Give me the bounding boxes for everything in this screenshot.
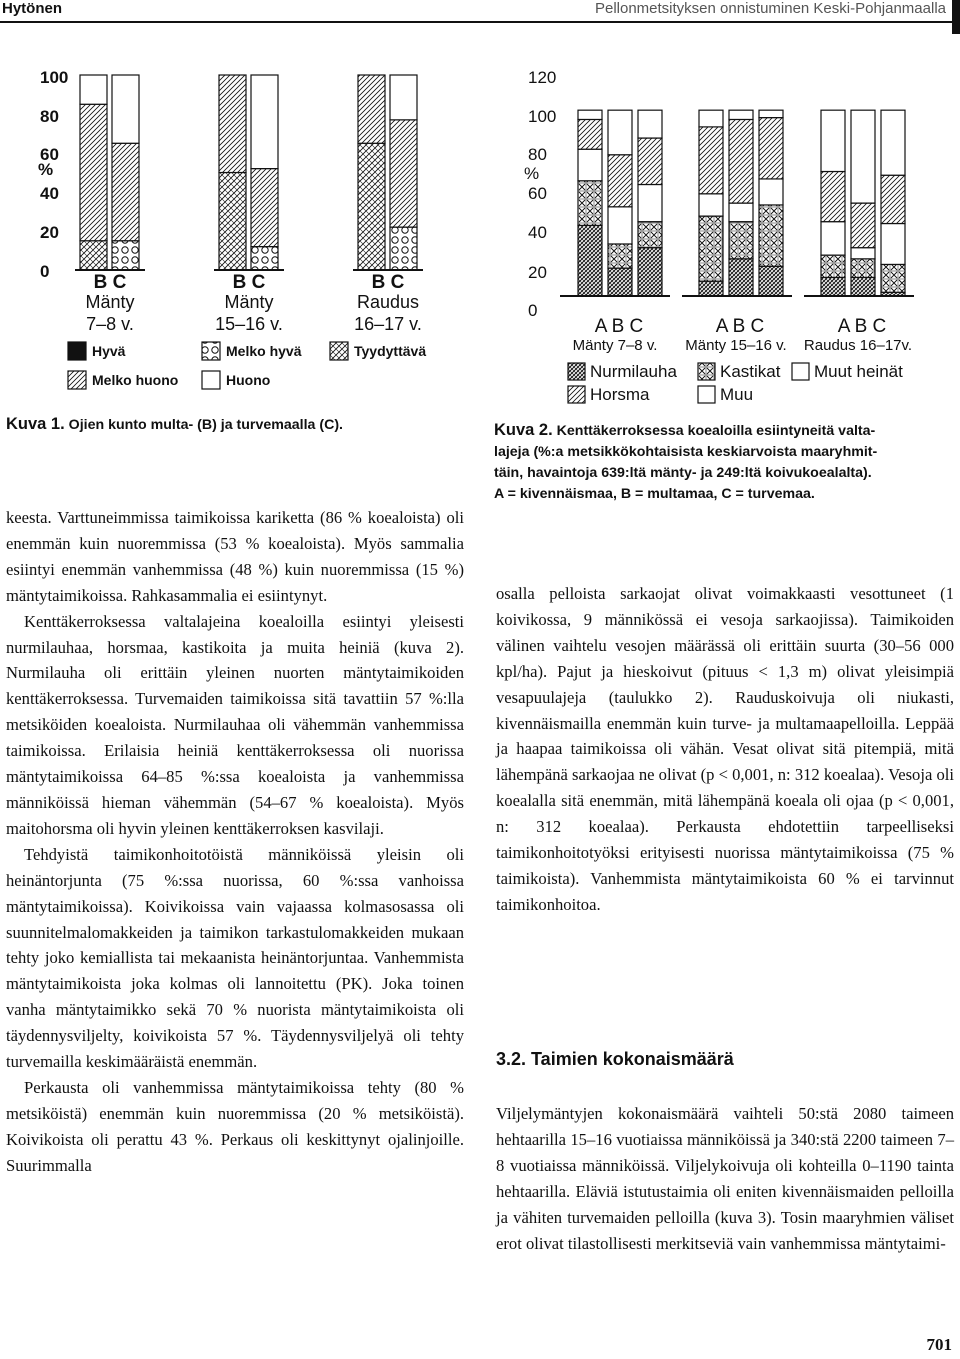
figure-2-caption-line-4: A = kivennäismaa, B = multamaa, C = turvemaa. (494, 486, 815, 502)
bar-segment (759, 118, 783, 179)
paragraph: Perkausta oli vanhemmissa mäntytaimikoissa tehty (80 % metsiköistä) enemmän kuin nuoremmissa (20 % metsiköistä). Koivikoista oli perattu 43 %. Perkaus oli keskittynyt ojalinjoille. Suurimmalla (6, 1077, 464, 1175)
y-tick-label: 20 (528, 263, 547, 282)
paragraph: Kenttäkerroksessa valtalajeina koealoilla esiintyi yleisesti nurmilauhaa, horsmaa, kastikoita ja muita heiniä (kuva 2). Nurmilauha oli erittäin yleinen nuorten mäntytaimikoiden kenttäkerroksessa. Turvemaiden taimikoissa sitä tavattiin 57 %:lla metsiköiden koealoista. Nurmilauhaa oli vähemmän vanhemmissa taimikoissa. Erilaisia heiniä kenttäkerroksessa oli nuorissa mäntytaimikoissa 64–85 %:ssa koealoista ja vanhemmissa männiköissä hieman vähemmän (54–67 % koealoista). Myös maitohorsma oli hyvin yleinen kenttäkerroksen kasvilaji. (6, 611, 464, 838)
bar-segment (729, 119, 753, 203)
bar-segment (358, 143, 385, 270)
bar-segment (881, 110, 905, 175)
legend-swatch (68, 342, 86, 360)
bar-segment (608, 268, 632, 296)
bar-segment (759, 110, 783, 117)
bar-segment (821, 222, 845, 255)
legend-swatch (568, 363, 585, 380)
section-heading: 3.2. Taimien kokonaismäärä (496, 1049, 734, 1069)
legend-label: Huono (226, 372, 271, 388)
bar-segment (851, 259, 875, 278)
group-letters: A B C (594, 316, 644, 337)
body-left-column (6, 505, 464, 1179)
running-header-title: Pellonmetsityksen onnistuminen Keski-Pohjanmaalla (594, 0, 946, 17)
y-tick-label: 120 (528, 68, 557, 87)
bar-segment (251, 75, 278, 169)
legend-label: Muu (720, 385, 754, 404)
bar-segment (112, 75, 139, 143)
bar-segment (251, 247, 278, 270)
legend-label: Muut heinät (814, 362, 903, 381)
bar-segment (251, 169, 278, 247)
y-tick-label: 100 (40, 68, 69, 87)
figure-2 (490, 55, 952, 415)
legend-swatch (698, 386, 715, 403)
y-tick-label: 80 (528, 145, 547, 164)
group-letters: B C (232, 272, 266, 293)
figure-2-caption-label: Kuva 2. (494, 421, 553, 439)
y-axis-unit: % (524, 164, 540, 183)
group-label: Mänty 7–8 v. (572, 337, 658, 354)
header-rule (0, 21, 960, 23)
group-letters: B C (371, 272, 405, 293)
legend-label: Tyydyttävä (354, 343, 427, 359)
bar-segment (851, 110, 875, 203)
legend-label: Melko huono (92, 372, 179, 388)
bar-segment (729, 203, 753, 222)
bar-segment (699, 216, 723, 281)
y-tick-label: 0 (528, 301, 538, 320)
y-tick-label: 80 (40, 107, 59, 126)
bar-segment (578, 119, 602, 149)
page-number: 701 (926, 1335, 952, 1354)
y-tick-label: 40 (40, 184, 59, 203)
group-species: Mänty (85, 292, 135, 312)
figure-1-caption-text: Ojien kunto multa- (B) ja turvemaalla (C). (68, 417, 343, 433)
legend-swatch (202, 371, 220, 389)
paragraph: Viljelymäntyjen kokonaismäärä vaihteli 50:stä 2080 taimeen hehtaarilla 15–16 vuotiaissa männiköissä ja 340:stä 2200 taimeen 7–8 vuotiaissa männiköissä. Viljelykoivuja oli kohteilla 0–1190 tainta hehtaarilla. Eläviä istutustaimia oli eniten kivennäismaiden pelloilla ja vähiten turvemaiden pelloilla (kuva 3). Tosin maaryhmien väliset erot olivat tilastollisesti merkitseviä vain vanhemmissa mäntytaimi- (496, 1104, 954, 1253)
header-tab-marker (952, 0, 960, 34)
bar-segment (578, 110, 602, 119)
figure-1 (0, 55, 470, 400)
bar-segment (699, 281, 723, 296)
y-tick-label: 60 (528, 184, 547, 203)
y-tick-label: 60 (40, 145, 59, 164)
bar-segment (578, 149, 602, 181)
paragraph: keesta. Varttuneimmissa taimikoissa kariketta (86 % koealoista) oli enemmän kuin nuoremmissa (53 % koealoista). Myös sammalia esiintyi enemmän vanhemmissa (48 %) kuin nuoremmissa (15 %) mäntytaimikoissa. Rahkasammalia ei esiintynyt. (6, 508, 464, 605)
bar-segment (699, 110, 723, 127)
bar-segment (608, 244, 632, 268)
figure-2-caption-line-3: täin, havaintoja 639:ltä mänty- ja 249:ltä koivukoealalta). (494, 465, 872, 481)
figure-2-caption-line-1: Kenttäkerroksessa koealoilla esiintyneitä valta- (556, 423, 876, 439)
bar-segment (851, 248, 875, 259)
bar-segment (638, 222, 662, 248)
bar-segment (821, 277, 845, 296)
bar-segment (112, 143, 139, 241)
bar-segment (851, 277, 875, 296)
figure-1-caption-label: Kuva 1. (6, 415, 65, 433)
bar-segment (578, 225, 602, 296)
paragraph: Tehdyistä taimikonhoitotöistä männiköissä yleisin oli heinäntorjunta (75 %:ssa nuorissa, 60 %:ssa vanhoissa mäntytaimikoissa). Koivikoissa vain vajaassa kolmasosassa oli suunnitelmalomakkeiden ja taimikon tarkastulomakkeiden mukaan tehty joko kemiallista tai mekaanista heinäntorjuntaa. Vanhemmista mäntytaimikoista joka kolmas oli lannoitettu (PK). Joka toinen vanha mäntytaimikko sekä 70 % nuorista mäntytaimikoista oli täydennysviljelty, koivikoista 57 %. Täydennysviljelyä oli tehty turvemailla keskimääräistä enemmän. (6, 844, 464, 1072)
bar-segment (638, 138, 662, 184)
bar-segment (821, 110, 845, 171)
group-label: Raudus 16–17v. (803, 337, 913, 354)
bar-segment (608, 110, 632, 155)
body-right-column-2 (496, 1101, 954, 1256)
bar-segment (358, 75, 385, 143)
y-tick-label: 20 (40, 223, 59, 242)
legend-swatch (330, 342, 348, 360)
bar-segment (390, 227, 417, 270)
legend-swatch (698, 363, 715, 380)
bar-segment (699, 194, 723, 216)
bar-segment (821, 171, 845, 221)
group-label: Mänty 15–16 v. (685, 337, 787, 354)
figure-2-caption (494, 420, 956, 505)
paragraph: osalla pelloista sarkaojat olivat voimakkaasti vesottuneet (1 koivikossa, 9 männikössä ei vesoja sarkaojissa). Taimikoiden välinen vaihtelu vesojen määrässä oli erittäin suurta (30–56 000 kpl/ha). Pajut ja hieskoivut (pituus < 1,3 m) olivat yleisimpiä vesapuulajeja (taulukko 2). Rauduskoivuja oli niukasti, kivennäismailla enemmän kuin turve- ja multamaapelloilla. Leppää ja haapaa taimikoissa oli vähän. Vesat olivat sitä pitempiä, mitä lähempänä sarkaojaa ne olivat (p < 0,001, n: 312 koealaa). Vesoja oli koealalla sitä enemmän, mitä lähempänä koeala oli ojaa (p < 0,001, n: 312 koealaa). Perkausta ehdotettiin tarpeelliseksi taimikonhoitotyöksi erityisesti nuorissa mäntytaimikoissa (75 % taimikoista). Vanhemmista mäntytaimikoista 60 % ei tarvinnut taimikonhoitoa. (496, 584, 954, 914)
legend-label: Nurmilauha (590, 362, 677, 381)
legend-swatch (202, 342, 220, 360)
bar-segment (638, 185, 662, 222)
group-letters: A B C (837, 316, 887, 337)
bar-segment (881, 224, 905, 265)
y-tick-label: 0 (40, 262, 50, 281)
bar-segment (729, 110, 753, 119)
bar-segment (219, 173, 246, 271)
bar-segment (699, 127, 723, 194)
bar-segment (881, 175, 905, 223)
y-axis-unit: % (38, 160, 54, 179)
legend-label: Hyvä (92, 343, 126, 359)
bar-segment (80, 104, 107, 241)
group-letters: B C (93, 272, 127, 293)
group-species: Raudus (356, 292, 420, 312)
bar-segment (638, 110, 662, 138)
bar-segment (608, 207, 632, 244)
bar-segment (821, 255, 845, 277)
body-right-column (496, 581, 954, 918)
bar-segment (608, 155, 632, 207)
group-age: 7–8 v. (86, 314, 134, 334)
legend-swatch (568, 386, 585, 403)
legend-label: Kastikat (720, 362, 781, 381)
legend-label: Horsma (590, 385, 650, 404)
figure-2-caption-line-2: lajeja (%:a metsikkökohtaisista keskiarvoista maaryhmit- (494, 444, 878, 460)
running-header-author: Hytönen (2, 0, 62, 17)
bar-segment (578, 181, 602, 226)
group-letters: A B C (715, 316, 765, 337)
group-species: Mänty (224, 292, 274, 312)
bar-segment (219, 75, 246, 173)
legend-swatch (792, 363, 809, 380)
legend-swatch (68, 371, 86, 389)
legend-label: Melko hyvä (226, 343, 302, 359)
y-tick-label: 100 (528, 107, 557, 126)
bar-segment (638, 248, 662, 296)
bar-segment (759, 266, 783, 296)
bar-segment (729, 259, 753, 296)
bar-segment (80, 75, 107, 104)
bar-segment (112, 241, 139, 270)
group-age: 16–17 v. (354, 314, 422, 334)
bar-segment (729, 222, 753, 259)
figure-1-caption (6, 414, 343, 436)
bar-segment (851, 203, 875, 248)
bar-segment (759, 205, 783, 266)
bar-segment (390, 75, 417, 120)
y-tick-label: 40 (528, 223, 547, 242)
bar-segment (390, 120, 417, 227)
bar-segment (759, 179, 783, 205)
bar-segment (80, 241, 107, 270)
group-age: 15–16 v. (215, 314, 283, 334)
bar-segment (881, 264, 905, 292)
